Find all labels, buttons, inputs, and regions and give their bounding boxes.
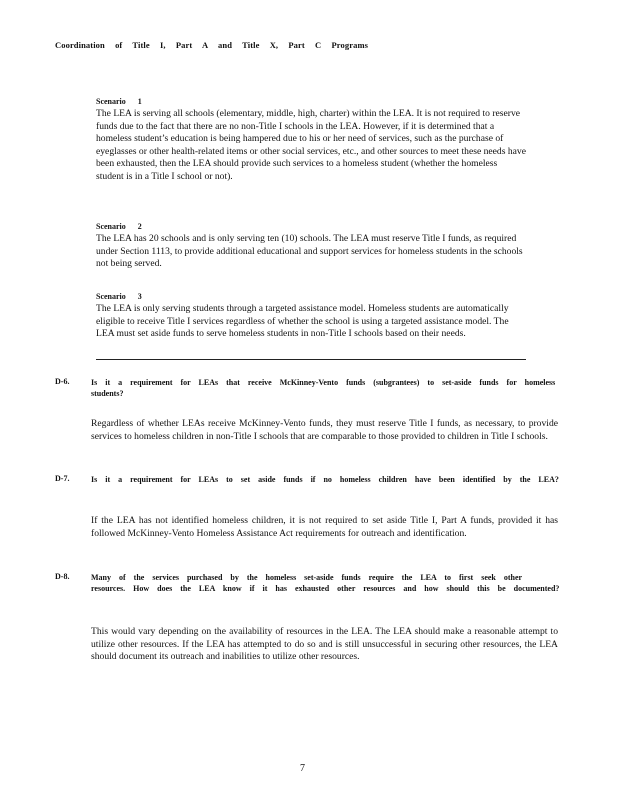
section-divider: [96, 359, 526, 360]
scenario-body: The LEA has 20 schools and is only serving ten (10) schools. The LEA must reserve Title I funds, as required under Section 1113, to provide additional educational and support services for homeless students in the schools not being served.: [96, 233, 523, 270]
question-number: D-7.: [55, 474, 70, 483]
question-number: D-8.: [55, 572, 70, 581]
scenario-title: Scenario 2: [96, 222, 142, 231]
question-text: Is it a requirement for LEAs that receive McKinney-Vento funds (subgrantees) to set-aside funds for homeless students?: [91, 378, 556, 398]
scenario-body: The LEA is only serving students through a targeted assistance model. Homeless students are automatically eligible to receive Title I services regardless of whether the school is using a targeted assistance model. The LEA must set aside funds to serve homeless students in non-Title I schools based on their needs.: [96, 303, 509, 340]
scenario-2: [96, 222, 526, 271]
answer-text: If the LEA has not identified homeless children, it is not required to set aside Title I, Part A funds, provided it has followed McKinney-Vento Homeless Assistance Act requirements for outreach and identification.: [91, 515, 558, 539]
answer-text: This would vary depending on the availability of resources in the LEA. The LEA should make a reasonable attempt to utilize other resources. If the LEA has attempted to do so and is still unsuccessful in securing other resources, the LEA should document its outreach and inabilities to utilize other resources.: [91, 626, 558, 663]
answer-text: Regardless of whether LEAs receive McKinney-Vento funds, they must reserve Title I funds, as necessary, to provide services to homeless children in non-Title I schools that are comparable to those provided to children in Title I schools.: [91, 418, 558, 442]
scenario-3: [96, 292, 526, 341]
scenario-body: The LEA is serving all schools (elementary, middle, high, charter) within the LEA. It is not required to reserve funds due to the fact that there are no non-Title I schools in the LEA. However, if it is determined that a homeless student’s education is being hampered due to his or her need of services, such as the purchase of eyeglasses or other health-related items or other social services, etc., and other sources to meet these needs have been exhausted, then the LEA should provide such services to a homeless student (whether the homeless student is in a Title I school or not).: [96, 108, 526, 182]
question-number: D-6.: [55, 377, 70, 386]
scenario-title: Scenario 1: [96, 97, 142, 106]
question-text: Many of the services purchased by the homeless set-aside funds require the LEA to first seek other resources. How does the LEA know if it has exhausted other resources and how should this be documented?: [91, 573, 560, 593]
page-header: Coordination of Title I, Part A and Title X, Part C Programs: [55, 40, 369, 50]
page-number: 7: [300, 763, 305, 774]
question-text: Is it a requirement for LEAs to set aside funds if no homeless children have been identified by the LEA?: [91, 475, 559, 484]
scenario-title: Scenario 3: [96, 292, 142, 301]
scenario-1: [96, 97, 526, 184]
